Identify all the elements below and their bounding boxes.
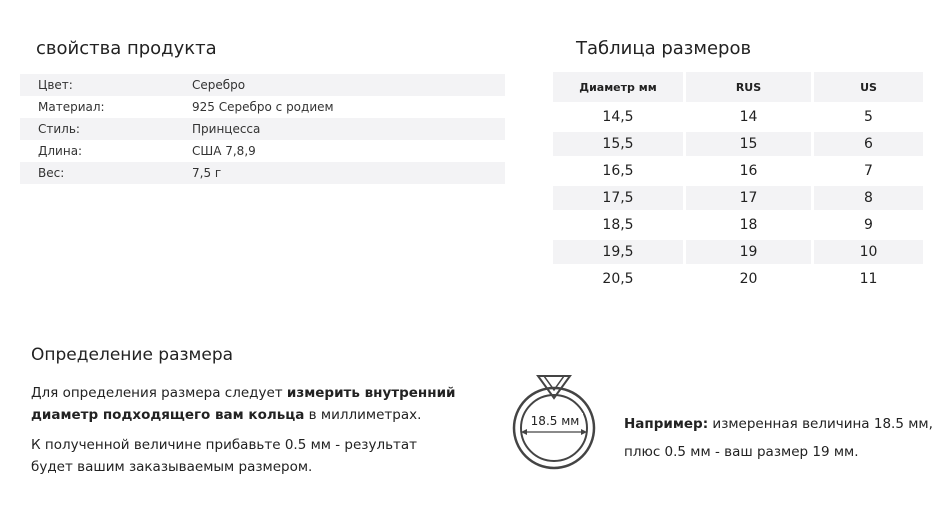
instruction-prefix: Для определения размера следует: [31, 385, 287, 401]
size-determination-note: К полученной величине прибавьте 0.5 мм - результат будет вашим заказываемым размером.: [31, 437, 418, 475]
cell-rus: 18: [686, 213, 814, 237]
instruction-bold: измерить внутренний диаметр подходящего вам кольца: [31, 385, 456, 423]
cell-us: 7: [864, 163, 873, 179]
property-value: Принцесса: [192, 122, 261, 136]
cell-diameter: 17,5: [553, 186, 686, 210]
product-properties-title: свойства продукта: [36, 38, 217, 59]
ring-illustration: [510, 372, 610, 472]
header-diameter: Диаметр мм: [553, 72, 686, 102]
cell-us: 6: [864, 136, 873, 152]
property-value: 925 Серебро с родием: [192, 100, 334, 114]
example-line1: измеренная величина 18.5 мм,: [708, 416, 933, 432]
cell-diameter: 18,5: [553, 213, 686, 237]
cell-us: 8: [864, 190, 873, 206]
table-row: [553, 132, 923, 156]
cell-rus: 19: [686, 240, 814, 264]
instruction-suffix: в миллиметрах.: [304, 407, 422, 423]
cell-rus: 20: [686, 267, 814, 291]
example-label: Например:: [624, 416, 709, 432]
cell-rus: 17: [686, 186, 814, 210]
size-determination-instruction: [31, 382, 461, 426]
property-row: [20, 140, 505, 162]
property-row: [20, 162, 505, 184]
property-row: [20, 96, 505, 118]
size-table-title: Таблица размеров: [576, 38, 752, 59]
table-row: [553, 213, 923, 237]
table-row: [553, 159, 923, 183]
cell-us: 11: [859, 271, 878, 287]
cell-us: 5: [864, 109, 873, 125]
property-key: Стиль:: [38, 122, 80, 136]
ring-diameter-label: 18.5 мм: [527, 413, 583, 429]
cell-diameter: 15,5: [553, 132, 686, 156]
property-key: Цвет:: [38, 78, 73, 92]
cell-diameter: 14,5: [553, 105, 686, 129]
property-row: [20, 118, 505, 140]
cell-diameter: 16,5: [553, 159, 686, 183]
property-key: Материал:: [38, 100, 105, 114]
table-row: [553, 105, 923, 129]
table-row: [553, 267, 923, 291]
size-table: [553, 72, 923, 294]
header-us: US: [860, 80, 877, 94]
property-value: Серебро: [192, 78, 246, 92]
header-rus: RUS: [686, 72, 814, 102]
property-key: Длина:: [38, 144, 83, 158]
cell-diameter: 19,5: [553, 240, 686, 264]
table-row: [553, 240, 923, 264]
size-determination-title: Определение размера: [31, 345, 234, 365]
product-properties-table: [20, 74, 505, 184]
cell-diameter: 20,5: [553, 267, 686, 291]
property-value: 7,5 г: [192, 166, 222, 180]
cell-rus: 14: [686, 105, 814, 129]
cell-rus: 15: [686, 132, 814, 156]
cell-us: 10: [859, 244, 878, 260]
table-row: [553, 186, 923, 210]
example-line2: плюс 0.5 мм - ваш размер 19 мм.: [624, 444, 859, 460]
property-value: США 7,8,9: [192, 144, 256, 158]
property-row: [20, 74, 505, 96]
cell-rus: 16: [686, 159, 814, 183]
property-key: Вес:: [38, 166, 65, 180]
size-table-body: [553, 105, 923, 291]
size-table-header: [553, 72, 923, 105]
example-text: [624, 410, 944, 466]
cell-us: 9: [864, 217, 873, 233]
